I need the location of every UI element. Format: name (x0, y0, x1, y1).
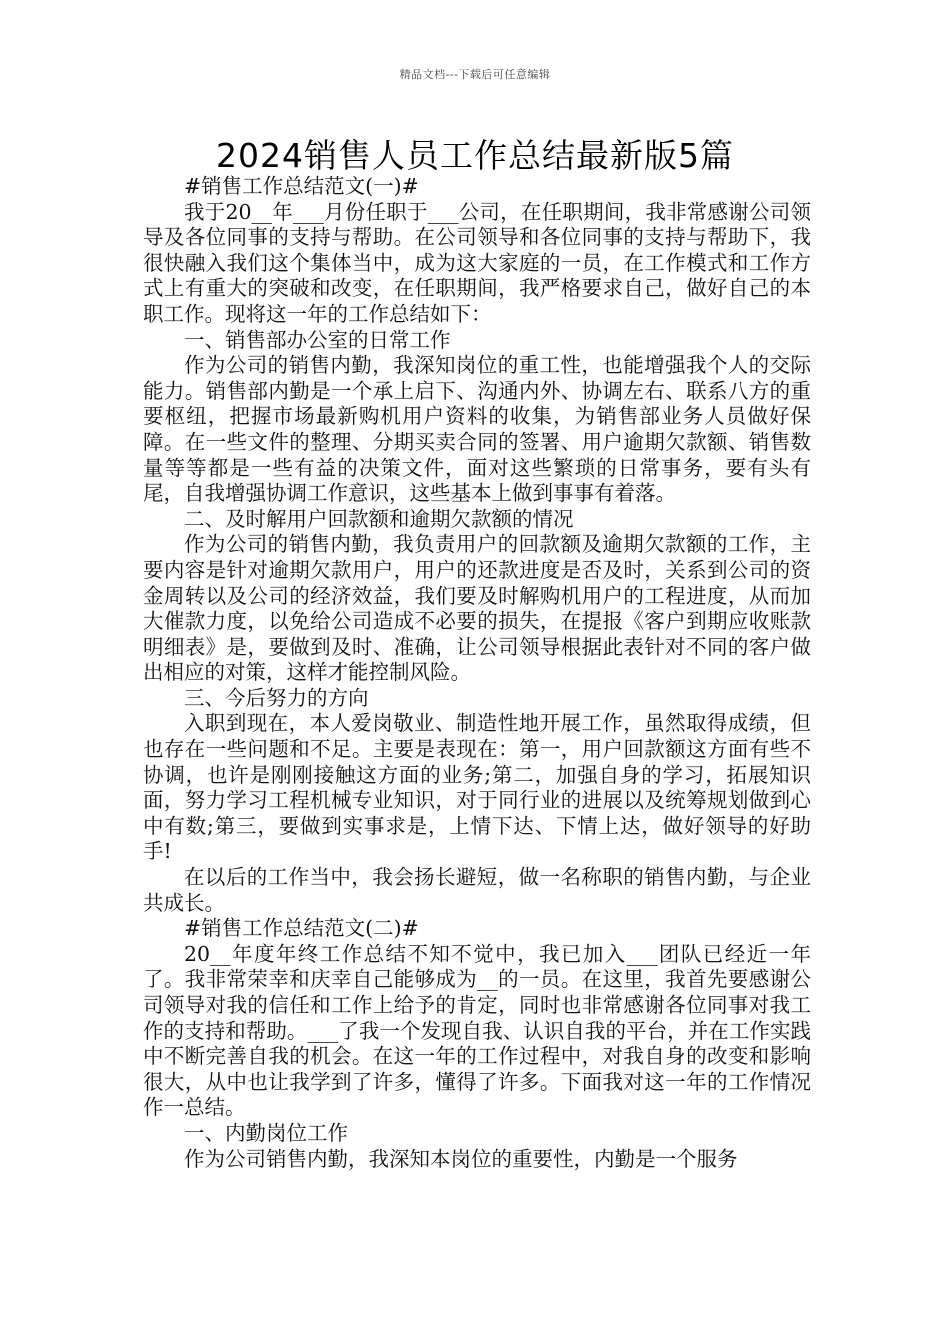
body-paragraph: 20__年度年终工作总结不知不觉中，我已加入___团队已经近一年了。我非常荣幸和庆幸自己能够成为__的一员。在这里，我首先要感谢公司领导对我的信任和工作上给予的肯定，同时也非常感谢各位同事对我工作的支持和帮助。___了我一个发现自我、认识自我的平台，并在工作实践中不断完善自我的机会。在这一年的工作过程中，对我自身的改变和影响很大，从中也让我学到了许多，懂得了许多。下面我对这一年的工作情况作一总结。 (143, 941, 811, 1120)
body-paragraph: 作为公司的销售内勤，我深知岗位的重工性，也能增强我个人的交际能力。销售部内勤是一个承上启下、沟通内外、协调左右、联系八方的重要枢纽，把握市场最新购机用户资料的收集，为销售部业务人员做好保障。在一些文件的整理、分期买卖合同的签署、用户逾期欠款额、销售数量等等都是一些有益的决策文件，面对这些繁琐的日常事务，要有头有尾，自我增强协调工作意识，这些基本上做到事事有着落。 (143, 353, 811, 506)
body-paragraph: 我于20__年___月份任职于___公司，在任职期间，我非常感谢公司领导及各位同事的支持与帮助。在公司领导和各位同事的支持与帮助下，我很快融入我们这个集体当中，成为这大家庭的一员，在工作模式和工作方式上有重大的突破和改变，在任职期间，我严格要求自己，做好自己的本职工作。现将这一年的工作总结如下： (143, 199, 811, 326)
body-paragraph: 在以后的工作当中，我会扬长避短，做一名称职的销售内勤，与企业共成长。 (143, 865, 811, 915)
section-heading: #销售工作总结范文(二)# (184, 916, 419, 941)
section-heading: 一、内勤岗位工作 (184, 1120, 348, 1145)
section-heading: 一、销售部办公室的日常工作 (184, 327, 451, 352)
section-heading: #销售工作总结范文(一)# (184, 174, 419, 198)
body-paragraph: 作为公司销售内勤，我深知本岗位的重要性，内勤是一个服务 (184, 1146, 738, 1171)
section-heading: 三、今后努力的方向 (184, 685, 369, 710)
body-paragraph: 入职到现在，本人爱岗敬业、制造性地开展工作，虽然取得成绩，但也存在一些问题和不足。主要是表现在：第一，用户回款额这方面有些不协调，也许是刚刚接触这方面的业务;第二，加强自身的学习，拓展知识面，努力学习工程机械专业知识，对于同行业的进展以及统筹规划做到心中有数;第三，要做到实事求是，上情下达、下情上达，做好领导的好助手! (143, 711, 811, 864)
page-header-note: 精品文档---下载后可任意编辑 (399, 68, 551, 81)
section-heading: 二、及时解用户回款额和逾期欠款额的情况 (184, 506, 574, 531)
document-title: 2024销售人员工作总结最新版5篇 (216, 136, 734, 175)
document-body (143, 174, 811, 1172)
body-paragraph: 作为公司的销售内勤，我负责用户的回款额及逾期欠款额的工作，主要内容是针对逾期欠款用户，用户的还款进度是否及时，关系到公司的资金周转以及公司的经济效益，我们要及时解购机用户的工程进度，从而加大催款力度，以免给公司造成不必要的损失，在提报《客户到期应收账款明细表》是，要做到及时、准确，让公司领导根据此表针对不同的客户做出相应的对策，这样才能控制风险。 (143, 532, 811, 685)
